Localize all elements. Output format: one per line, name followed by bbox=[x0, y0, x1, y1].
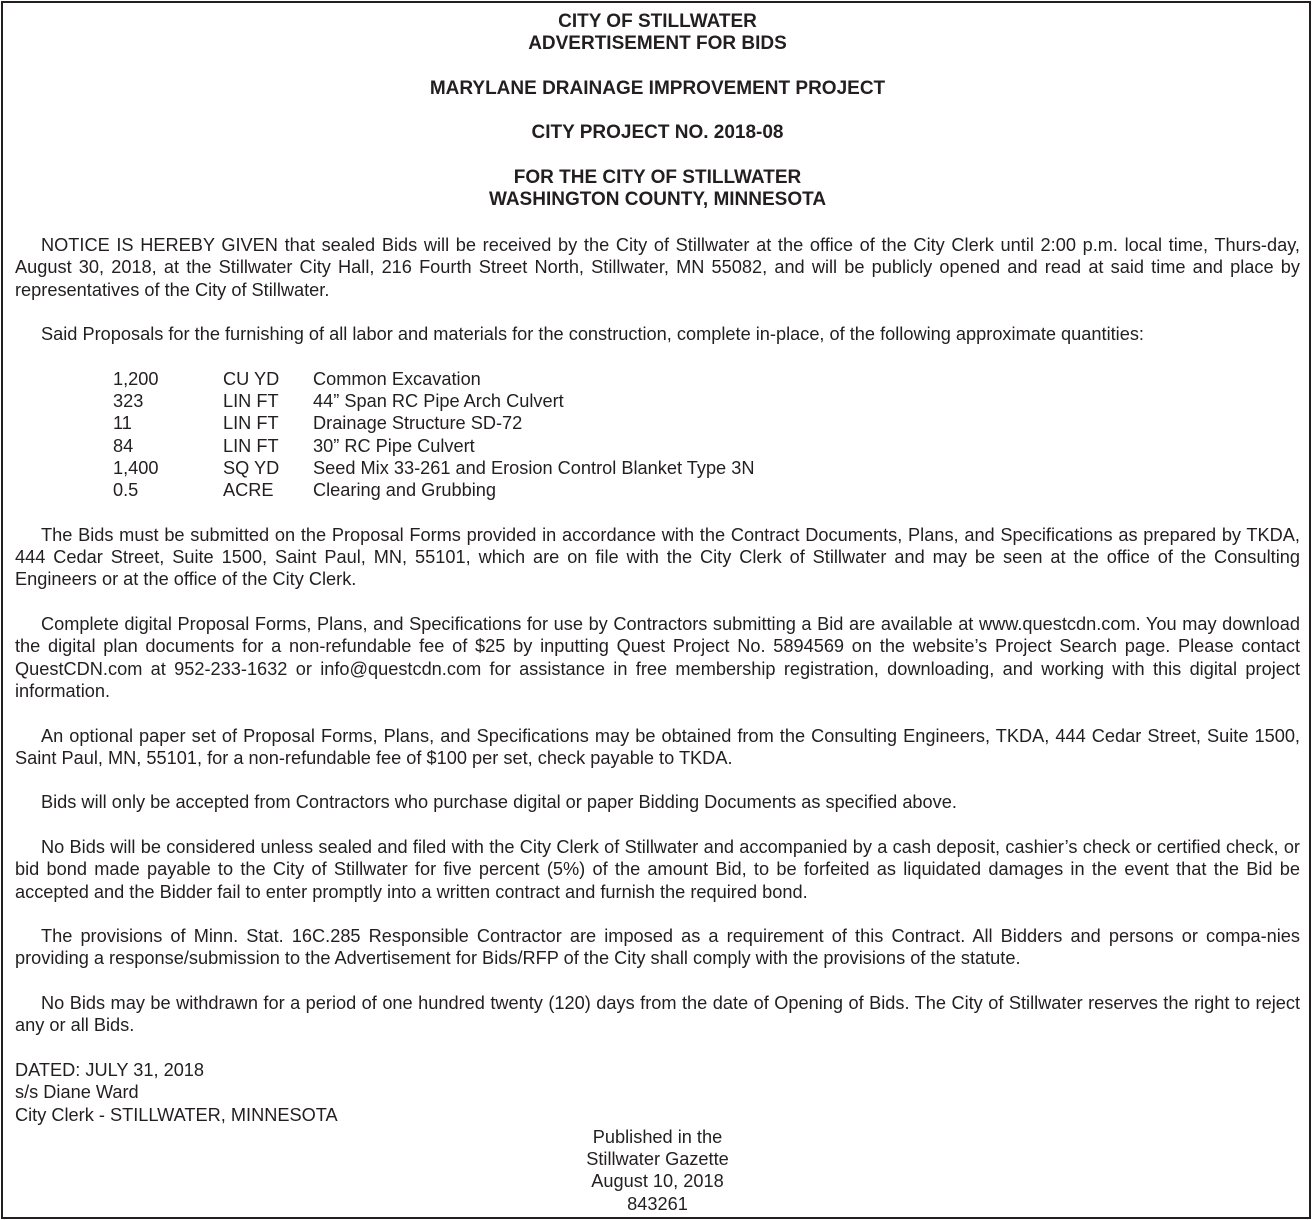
table-row bbox=[113, 457, 754, 479]
table-row bbox=[113, 435, 754, 457]
forms-paragraph: The Bids must be submitted on the Proposal Forms provided in accordance with the Contract Documents, Plans, and Specifications as prepared by TKDA, 444 Cedar Street, Suite 1500, Saint Paul, MN, 55101, which are on file with the City Clerk of Stillwater and may be seen at the office of the Consulting Engineers or at the office of the City Clerk. bbox=[15, 524, 1300, 590]
deposit-paragraph: No Bids will be considered unless sealed and filed with the City Clerk of Stillwater and accompanied by a cash deposit, cashier’s check or certified check, or bid bond made payable to the City of Stillwater for five percent (5%) of the amount Bid, to be forfeited as liquidated damages in the event that the Bid be accepted and the Bidder fail to enter promptly into a written contract and furnish the required bond. bbox=[15, 836, 1300, 902]
dated-line: DATED: JULY 31, 2018 bbox=[15, 1059, 205, 1080]
quantities-table bbox=[113, 368, 754, 502]
unit-cell: SQ YD bbox=[223, 457, 280, 478]
unit-cell: LIN FT bbox=[223, 435, 279, 456]
table-row bbox=[113, 479, 754, 501]
description-cell: 30” RC Pipe Culvert bbox=[313, 435, 475, 456]
description-cell: 44” Span RC Pipe Arch Culvert bbox=[313, 391, 564, 412]
header-for-city: FOR THE CITY OF STILLWATER bbox=[513, 167, 802, 189]
notice-frame bbox=[1, 1, 1311, 1219]
description-cell: Common Excavation bbox=[313, 368, 481, 389]
statute-paragraph: The provisions of Minn. Stat. 16C.285 Responsible Contractor are imposed as a requirement of this Contract. All Bidders and persons or compa-nies providing a response/submission to the Advertisement for Bids/RFP of the City shall comply with the provisions of the statute. bbox=[15, 926, 1300, 969]
withdrawal-paragraph: No Bids may be withdrawn for a period of one hundred twenty (120) days from the date of Opening of Bids. The City of Stillwater reserves the right to reject any or all Bids. bbox=[15, 993, 1300, 1036]
project-number: CITY PROJECT NO. 2018-08 bbox=[531, 122, 784, 144]
header-advertisement: ADVERTISEMENT FOR BIDS bbox=[528, 33, 787, 55]
unit-cell: ACRE bbox=[223, 480, 274, 501]
table-row bbox=[113, 390, 754, 412]
published-in: Published in the bbox=[592, 1126, 723, 1147]
publication-id: 843261 bbox=[627, 1193, 688, 1214]
header-county: WASHINGTON COUNTY, MINNESOTA bbox=[488, 189, 827, 211]
publication-name: Stillwater Gazette bbox=[586, 1149, 729, 1170]
quantity-cell: 1,200 bbox=[113, 368, 159, 389]
description-cell: Seed Mix 33-261 and Erosion Control Blanket Type 3N bbox=[313, 457, 755, 478]
paper-set-paragraph: An optional paper set of Proposal Forms, Plans, and Specifications may be obtained from the Consulting Engineers, TKDA, 444 Cedar Street, Suite 1500, Saint Paul, MN, 55101, for a non-refundable fee of $100 per set, check payable to TKDA. bbox=[15, 725, 1300, 768]
proposals-paragraph: Said Proposals for the furnishing of all labor and materials for the construction, complete in-place, of the following approximate quantities: bbox=[41, 324, 1144, 345]
notice-paragraph: NOTICE IS HEREBY GIVEN that sealed Bids will be received by the City of Stillwater at the office of the City Clerk until 2:00 p.m. local time, Thurs-day, August 30, 2018, at the Stillwater City Hall, 216 Fourth Street North, Stillwater, MN 55082, and will be publicly opened and read at said time and place by representatives of the City of Stillwater. bbox=[15, 234, 1300, 300]
quantity-cell: 323 bbox=[113, 391, 144, 412]
description-cell: Clearing and Grubbing bbox=[313, 480, 497, 501]
accepted-bids-paragraph: Bids will only be accepted from Contractors who purchase digital or paper Bidding Documents as specified above. bbox=[41, 792, 957, 813]
unit-cell: LIN FT bbox=[223, 391, 279, 412]
digital-documents-paragraph: Complete digital Proposal Forms, Plans, and Specifications for use by Contractors submitting a Bid are available at www.questcdn.com. You may download the digital plan documents for a non-refundable fee of $25 by inputting Quest Project No. 5894569 on the website’s Project Search page. Please contact QuestCDN.com at 952-233-1632 or info@questcdn.com for assistance in free membership registration, downloading, and working with this digital project information. bbox=[15, 614, 1300, 701]
publication-date: August 10, 2018 bbox=[591, 1171, 724, 1192]
unit-cell: LIN FT bbox=[223, 413, 279, 434]
table-row bbox=[113, 412, 754, 434]
description-cell: Drainage Structure SD-72 bbox=[313, 413, 523, 434]
quantity-cell: 11 bbox=[113, 413, 132, 434]
quantity-cell: 84 bbox=[113, 435, 134, 456]
signature-line: s/s Diane Ward bbox=[15, 1082, 139, 1103]
notice-content bbox=[15, 11, 1300, 1215]
table-row bbox=[113, 368, 754, 390]
header-city: CITY OF STILLWATER bbox=[558, 11, 757, 32]
quantity-cell: 0.5 bbox=[113, 480, 139, 501]
project-title: MARYLANE DRAINAGE IMPROVEMENT PROJECT bbox=[429, 77, 886, 99]
quantity-cell: 1,400 bbox=[113, 457, 159, 478]
unit-cell: CU YD bbox=[223, 368, 280, 389]
clerk-title: City Clerk - STILLWATER, MINNESOTA bbox=[15, 1104, 338, 1125]
